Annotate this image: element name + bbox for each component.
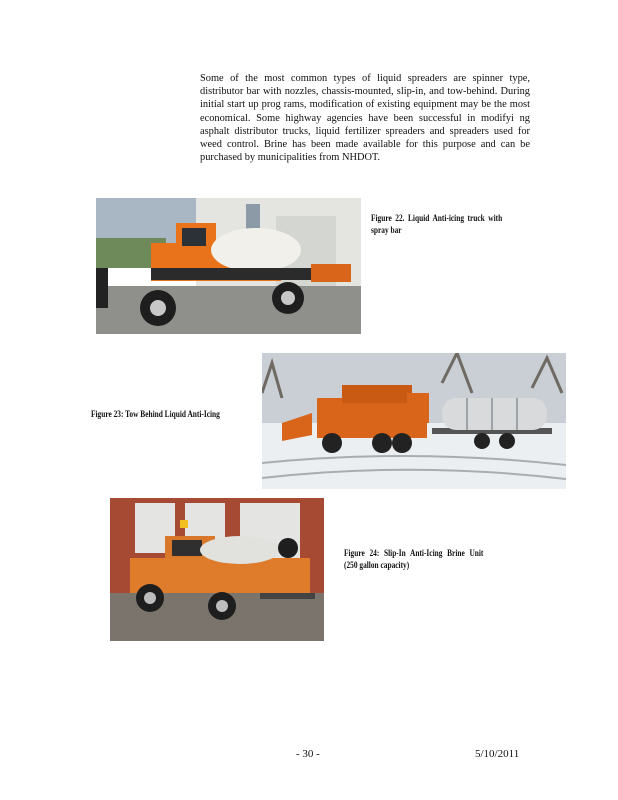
slip-in-pickup-photo bbox=[110, 498, 324, 641]
body-paragraph: Some of the most common types of liquid spreaders are spinner type, distributor bar with nozzles, chassis-mounted, slip-in, and tow-behind. During initial start up prog rams, modification of existing equipment may be the most economical. Some highway agencies have been successful in modifyi ng asphalt distributor trucks, liquid fertilizer spreaders and spreaders used for weed control. Brine has been made available for this purpose and can be purchased by municipalities from NHDOT. bbox=[200, 73, 530, 164]
footer-date: 5/10/2011 bbox=[475, 748, 520, 760]
page-number: - 30 - bbox=[296, 748, 320, 760]
figure-23-caption: Figure 23: Tow Behind Liquid Anti-Icing bbox=[91, 409, 220, 419]
figure-22-caption: Figure 22. Liquid Anti-icing truck with spray bar bbox=[371, 213, 503, 235]
liquid-anti-icing-truck-photo bbox=[96, 198, 361, 334]
tow-behind-unit-photo bbox=[262, 353, 566, 489]
figure-24-caption: Figure 24: Slip-In Anti-Icing Brine Unit (250 gallon capacity) bbox=[344, 548, 484, 570]
